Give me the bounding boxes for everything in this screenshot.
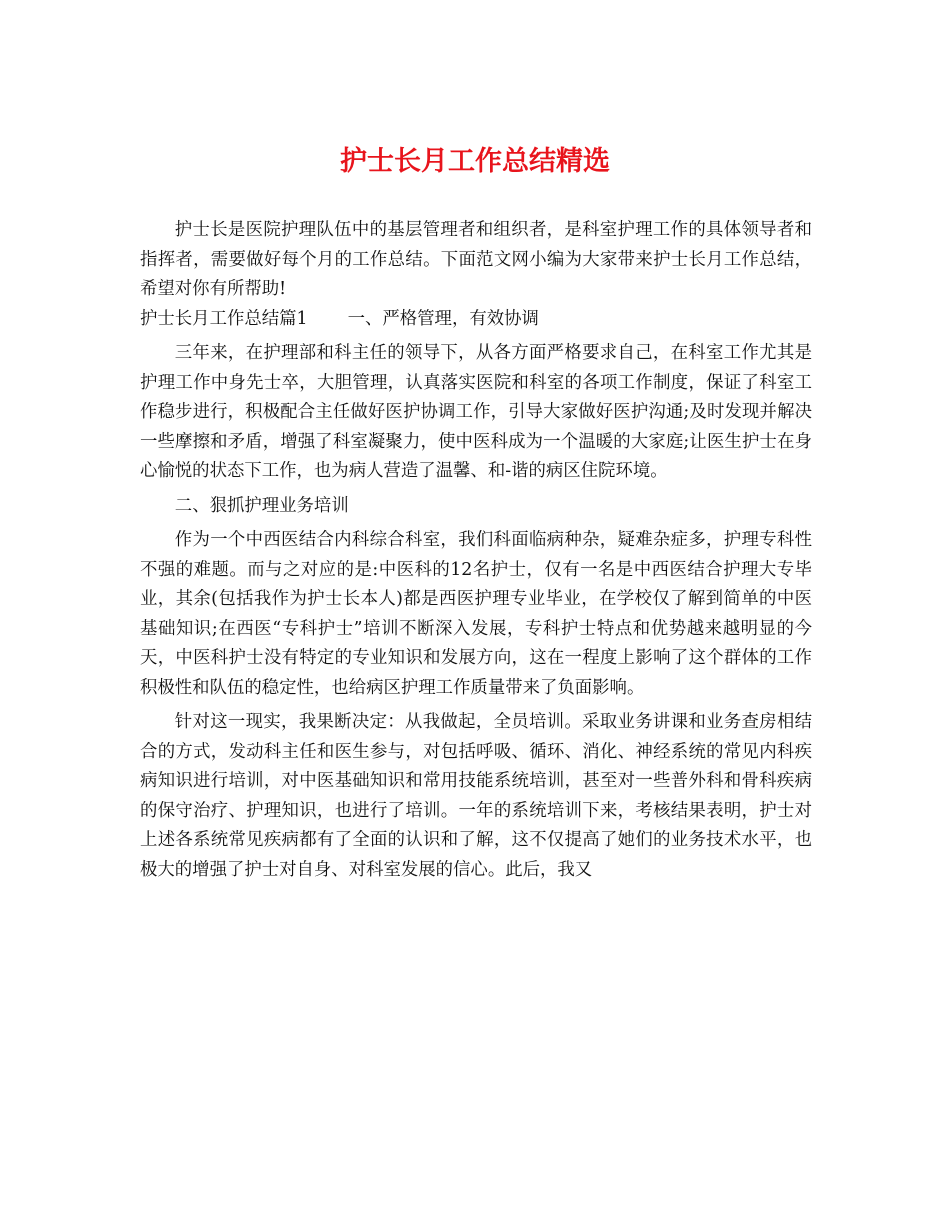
chapter-heading: 护士长月工作总结篇1	[140, 308, 308, 329]
section2-paragraph-2: 针对这一现实，我果断决定：从我做起，全员培训。采取业务讲课和业务查房相结合的方式，发动科主任和医生参与，对包括呼吸、循环、消化、神经系统的常见内科疾病知识进行培训，对中医基础知识和常用技能系统培训，甚至对一些普外科和骨科疾病的保守治疗、护理知识，也进行了培训。一年的系统培训下来，考核结果表明，护士对上述各系统常见疾病都有了全面的认识和了解，这不仅提高了她们的业务技术水平，也极大的增强了护士对自身、对科室发展的信心。此后，我又	[140, 712, 812, 880]
document-body	[140, 216, 812, 885]
document-title: 护士长月工作总结精选	[340, 146, 610, 177]
section1-heading: 一、严格管理，有效协调	[347, 308, 539, 329]
intro-paragraph: 护士长是医院护理队伍中的基层管理者和组织者，是科室护理工作的具体领导者和指挥者，需要做好每个月的工作总结。下面范文网小编为大家带来护士长月工作总结，希望对你有所帮助!	[140, 220, 812, 299]
section2-heading: 二、狠抓护理业务培训	[174, 495, 349, 516]
section2-paragraph-1: 作为一个中西医结合内科综合科室，我们科面临病种杂，疑难杂症多，护理专科性不强的难题。而与之对应的是:中医科的12名护士，仅有一名是中西医结合护理大专毕业，其余(包括我作为护士长本人)都是西医护理专业毕业，在学校仅了解到简单的中医基础知识;在西医“专科护士”培训不断深入发展，专科护士特点和优势越来越明显的今天，中医科护士没有特定的专业知识和发展方向，这在一程度上影响了这个群体的工作积极性和队伍的稳定性，也给病区护理工作质量带来了负面影响。	[140, 530, 812, 698]
chapter-heading-line	[140, 305, 812, 335]
section1-paragraph: 三年来，在护理部和科主任的领导下，从各方面严格要求自己，在科室工作尤其是护理工作中身先士卒，大胆管理，认真落实医院和科室的各项工作制度，保证了科室工作稳步进行，积极配合主任做好医护协调工作，引导大家做好医护沟通;及时发现并解决一些摩擦和矛盾，增强了科室凝聚力，使中医科成为一个温暖的大家庭;让医生护士在身心愉悦的状态下工作，也为病人营造了温馨、和-谐的病区住院环境。	[140, 343, 812, 481]
